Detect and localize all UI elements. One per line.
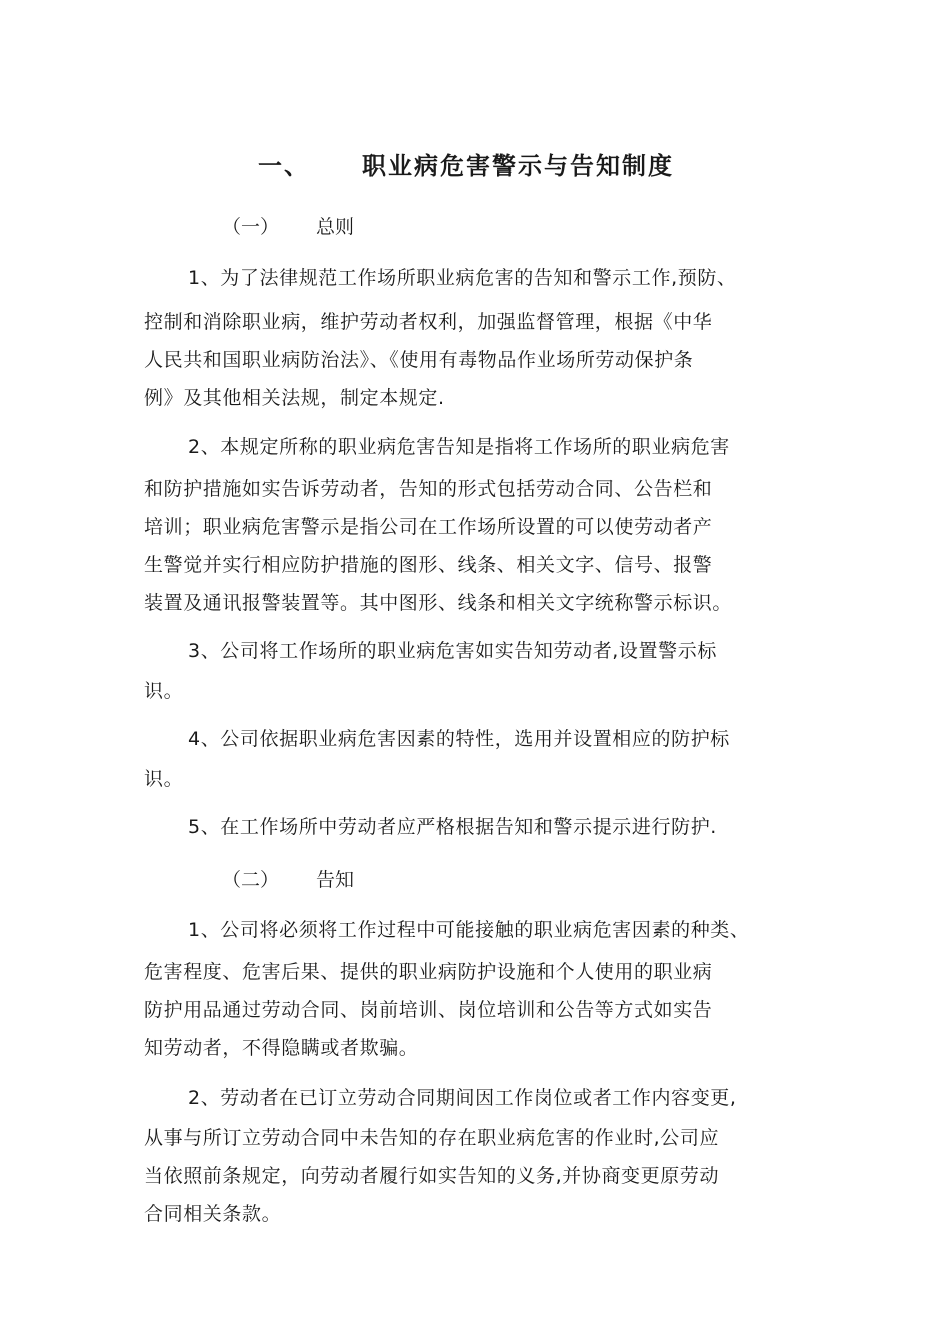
section-number: （一） <box>222 216 280 238</box>
text-line: 2、本规定所称的职业病危害告知是指将工作场所的职业病危害 <box>188 436 730 458</box>
text-line: 4、公司依据职业病危害因素的特性，选用并设置相应的防护标 <box>188 728 730 750</box>
text-line: 1、公司将必须将工作过程中可能接触的职业病危害因素的种类、 <box>188 919 750 941</box>
document-heading <box>0 146 950 186</box>
text-line: 5、在工作场所中劳动者应严格根据告知和警示提示进行防护. <box>188 816 717 838</box>
section-title: 总则 <box>316 216 355 238</box>
section-heading-general <box>0 212 950 242</box>
text-line: 当依照前条规定，向劳动者履行如实告知的义务,并协商变更原劳动 <box>144 1165 720 1187</box>
text-line: 知劳动者，不得隐瞒或者欺骗。 <box>144 1037 419 1059</box>
text-line: 培训；职业病危害警示是指公司在工作场所设置的可以使劳动者产 <box>144 516 713 538</box>
text-line: 1、为了法律规范工作场所职业病危害的告知和警示工作,预防、 <box>188 267 737 289</box>
text-line: 例》及其他相关法规，制定本规定. <box>144 387 445 409</box>
text-line: 识。 <box>144 768 184 790</box>
text-line: 2、劳动者在已订立劳动合同期间因工作岗位或者工作内容变更, <box>188 1087 737 1109</box>
text-line: 防护用品通过劳动合同、岗前培训、岗位培训和公告等方式如实告 <box>144 999 713 1021</box>
text-line: 和防护措施如实告诉劳动者，告知的形式包括劳动合同、公告栏和 <box>144 478 713 500</box>
section-heading-notification <box>0 865 950 895</box>
text-line: 合同相关条款。 <box>144 1203 282 1225</box>
text-line: 3、公司将工作场所的职业病危害如实告知劳动者,设置警示标 <box>188 640 717 662</box>
text-line: 控制和消除职业病，维护劳动者权利，加强监督管理，根据《中华 <box>144 311 713 333</box>
text-line: 人民共和国职业病防治法》、《使用有毒物品作业场所劳动保护条 <box>144 349 694 371</box>
text-line: 生警觉并实行相应防护措施的图形、线条、相关文字、信号、报警 <box>144 554 713 576</box>
text-line: 危害程度、危害后果、提供的职业病防护设施和个人使用的职业病 <box>144 961 713 983</box>
section-title: 告知 <box>316 869 355 891</box>
text-line: 装置及通讯报警装置等。其中图形、线条和相关文字统称警示标识。 <box>144 592 733 614</box>
text-line: 识。 <box>144 680 184 702</box>
text-line: 从事与所订立劳动合同中未告知的存在职业病危害的作业时,公司应 <box>144 1127 720 1149</box>
heading-title: 职业病危害警示与告知制度 <box>362 152 674 180</box>
heading-number: 一、 <box>258 152 310 180</box>
section-number: （二） <box>222 869 280 891</box>
